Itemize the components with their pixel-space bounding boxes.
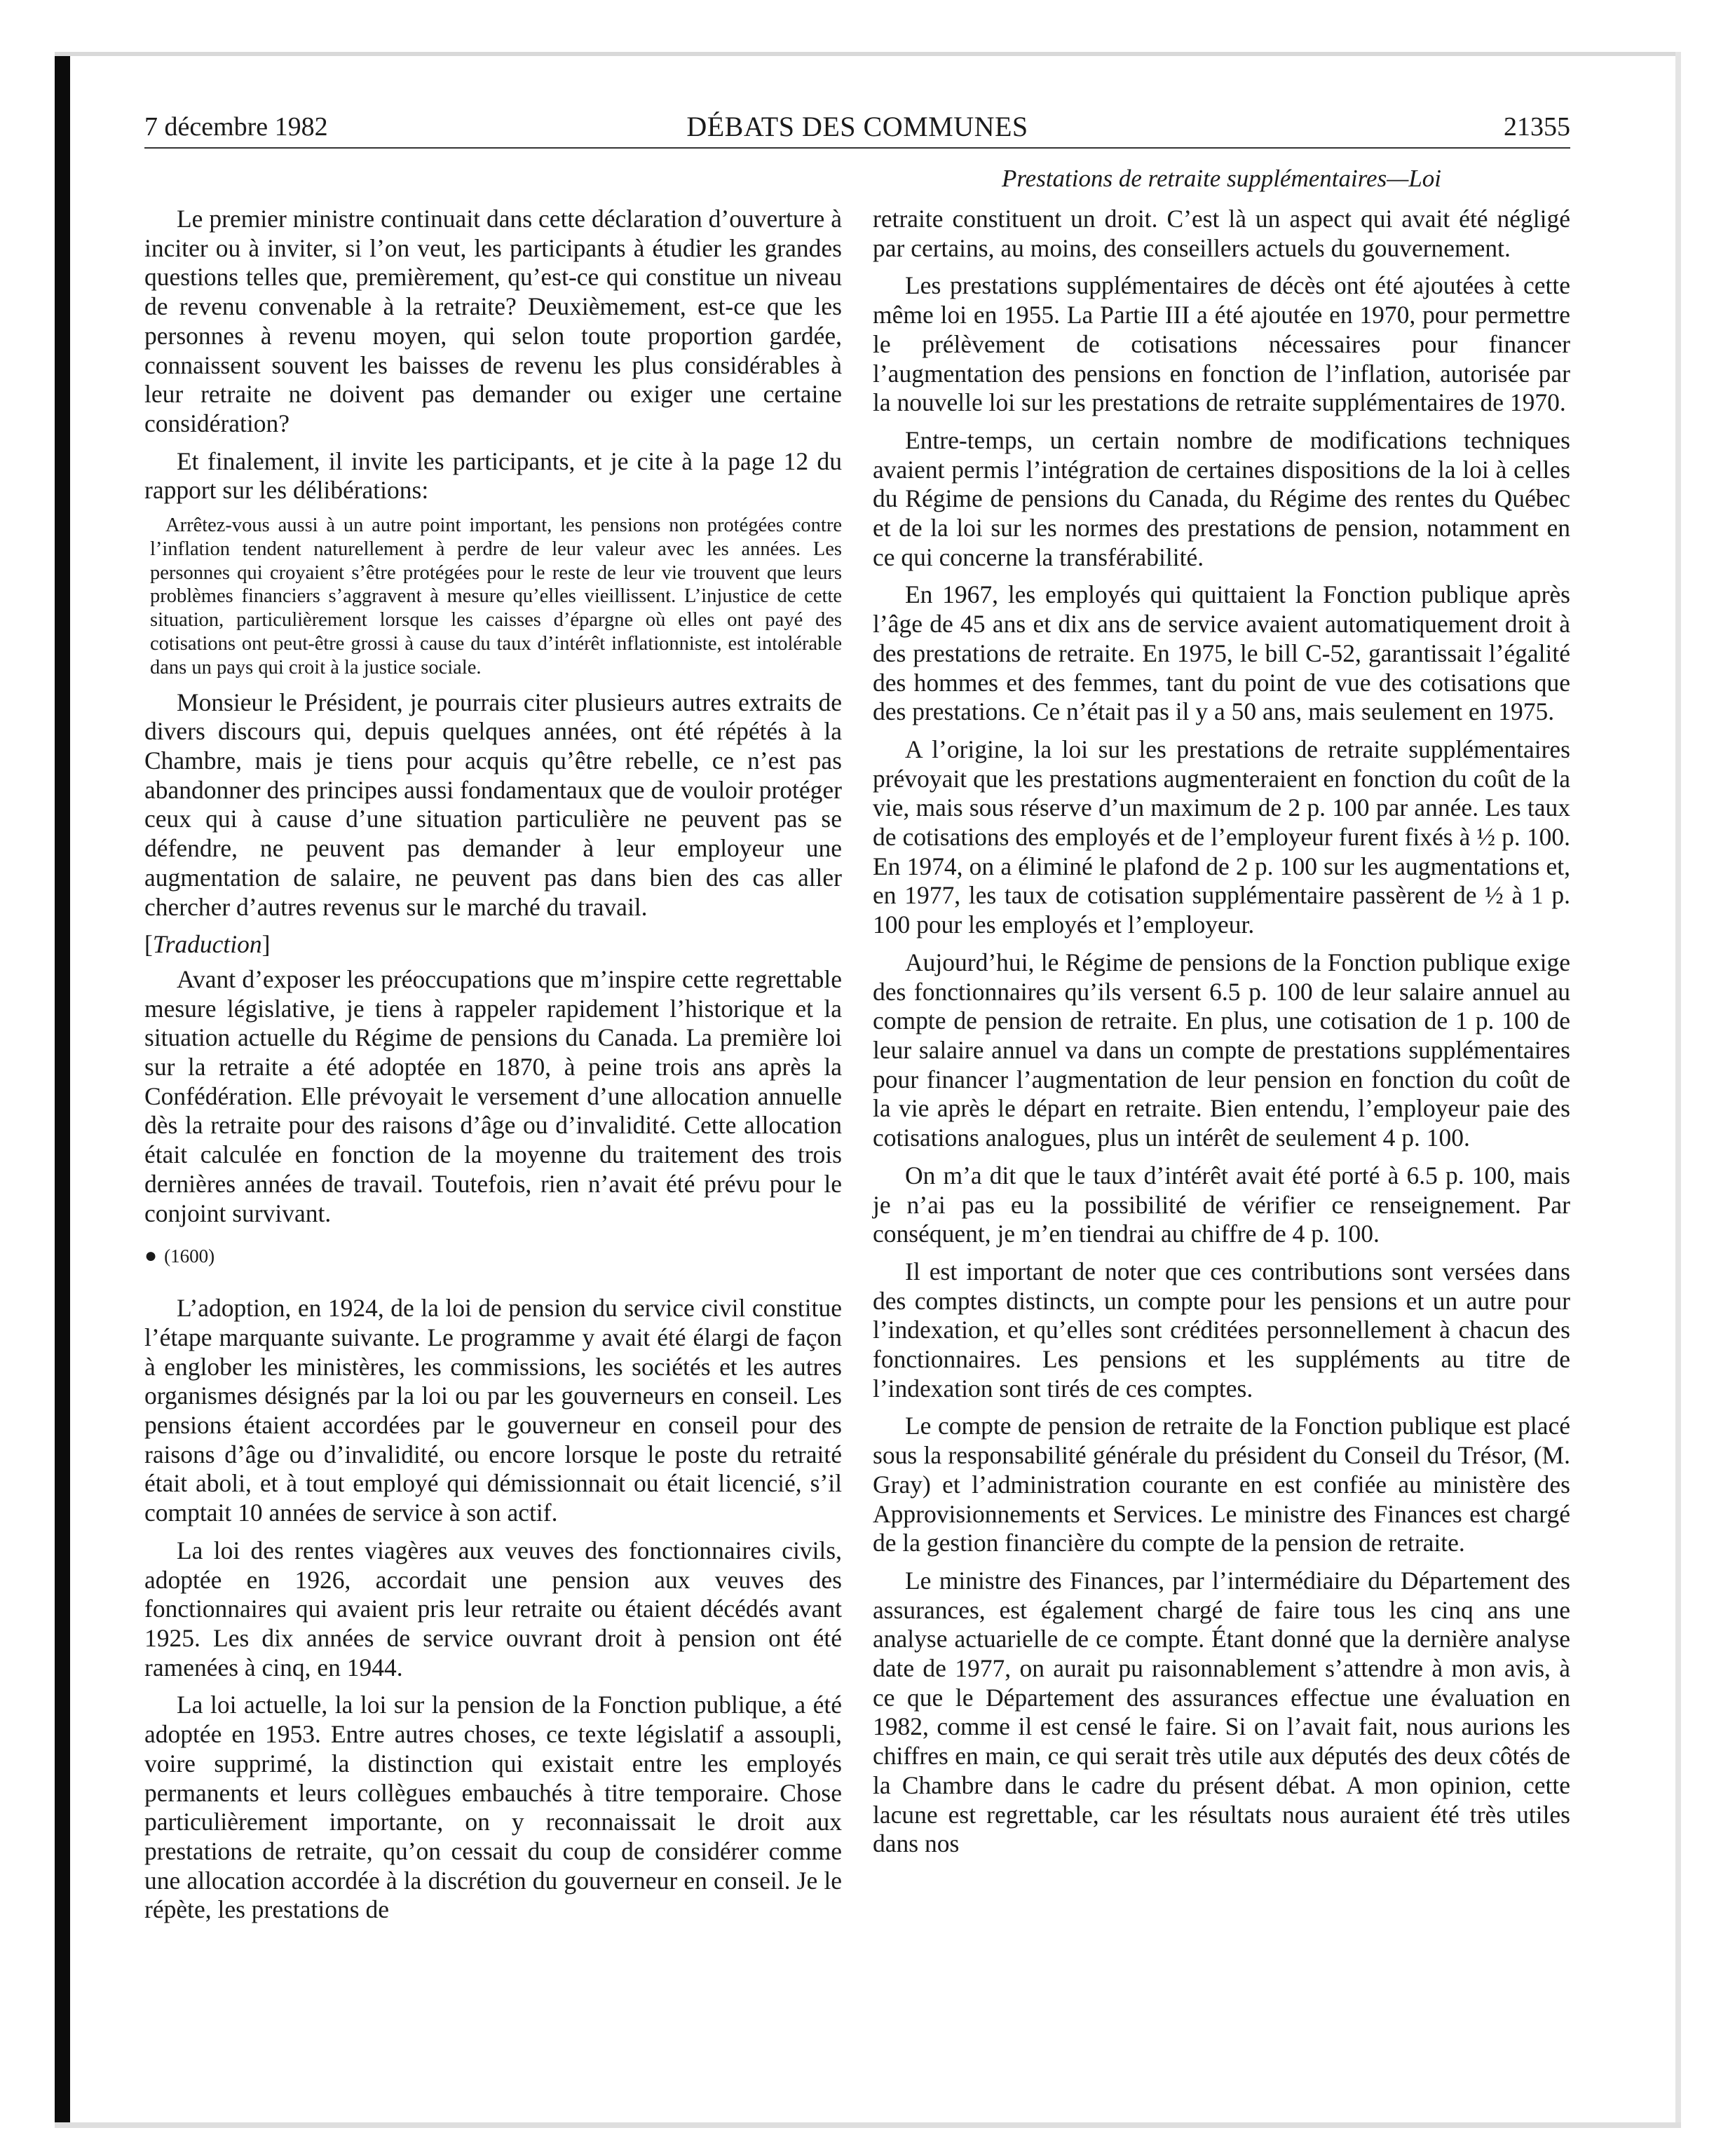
paragraph-continued: retraite constituent un droit. C’est là un aspect qui avait été négligé par certains, au moins, des conseillers actuels du gouvernement. — [873, 205, 1570, 262]
header-rule — [144, 147, 1570, 149]
scan-binding-edge — [55, 52, 70, 2128]
block-quote: Arrêtez-vous aussi à un autre point important, les pensions non protégées contre l’inflation tendent naturellement à perdre de leur valeur avec les années. Les personnes qui croyaient s’être protégées pour le reste de leur vie trouvent que leurs problèmes financiers s’aggravent à mesure qu’elles vieillissent. L’injustice de cette situation, particulièrement lorsque les caisses d’épargne où elles ont payé des cotisations ont peut-être grossi à cause du taux d’intérêt inflationniste, est intolérable dans un pays qui croit à la justice sociale. — [150, 514, 842, 678]
paragraph: On m’a dit que le taux d’intérêt avait été porté à 6.5 p. 100, mais je n’ai pas eu la possibilité de vérifier ce renseignement. Par conséquent, je m’en tiendrai au chiffre de 4 p. 100. — [873, 1161, 1570, 1248]
scan-edge-top — [55, 52, 1681, 56]
paragraph: Le compte de pension de retraite de la Fonction publique est placé sous la responsabilité générale du président du Conseil du Trésor, (M. Gray) et l’administration courante en est confiée au ministère des Approvisionnements et Services. Le ministre des Finances est chargé de la gestion financière du compte de la pension de retraite. — [873, 1412, 1570, 1557]
paragraph: Le ministre des Finances, par l’intermédiaire du Département des assurances, est également chargé de faire tous les cinq ans une analyse actuarielle de ce compte. Étant donné que la dernière analyse date de 1977, on aurait pu raisonnablement s’attendre à mon avis, à ce que le Département des assurances effectue une évaluation en 1982, comme il est censé le faire. Si on l’avait fait, nous aurions les chiffres en main, ce qui serait très utile aux députés des deux côtés de la Chambre dans le cadre du présent débat. A mon opinion, cette lacune est regrettable, car les résultats nous auraient été très utiles dans nos — [873, 1566, 1570, 1858]
paragraph: Et finalement, il invite les participants, et je cite à la page 12 du rapport sur les délibérations: — [144, 446, 842, 505]
header-page-number: 21355 — [1504, 112, 1570, 142]
running-head: Prestations de retraite supplémentaires—Loi — [1001, 165, 1442, 192]
paragraph: La loi des rentes viagères aux veuves des fonctionnaires civils, adoptée en 1926, accordait une pension aux veuves des fonctionnaires qui avaient pris leur retraite ou étaient décédés avant 1925. Les dix années de service ouvrant droit à pension ont été ramenées à cinq, en 1944. — [144, 1536, 842, 1681]
paragraph: Aujourd’hui, le Régime de pensions de la Fonction publique exige des fonctionnaires qu’ils versent 6.5 p. 100 de leur salaire annuel au compte de pension de retraite. En plus, une cotisation de 1 p. 100 de leur salaire annuel va dans un compte de prestations supplémentaires pour financer l’augmentation de leur pension en fonction du coût de la vie après le départ en retraite. Bien entendu, l’employeur paie des cotisations analogues, plus un intérêt de seulement 4 p. 100. — [873, 948, 1570, 1152]
timestamp — [144, 1243, 842, 1269]
bullet-icon: ● — [144, 1244, 158, 1268]
paragraph: En 1967, les employés qui quittaient la Fonction publique après l’âge de 45 ans et dix ans de service avaient automatiquement droit à des prestations de retraite. En 1975, le bill C-52, garantissait l’égalité des hommes et des femmes, tant du point de vue des cotisations que des prestations. Ce n’était pas il y a 50 ans, mais seulement en 1975. — [873, 580, 1570, 726]
section-label-text: Traduction — [152, 930, 262, 959]
paragraph: Monsieur le Président, je pourrais citer plusieurs autres extraits de divers discours qui, depuis quelques années, ont été répétés à la Chambre, mais je tiens pour acquis qu’être rebelle, ce n’est pas abandonner des principes aussi fondamentaux que de vouloir protéger ceux qui à cause d’une situation particulière ne peuvent pas se défendre, ne peuvent pas demander à leur employeur une augmentation de salaire, ne peuvent pas dans bien des cas aller chercher d’autres revenus sur le marché du travail. — [144, 688, 842, 921]
header-publication-title: DÉBATS DES COMMUNES — [686, 111, 1028, 142]
paragraph: Avant d’exposer les préoccupations que m’inspire cette regrettable mesure législative, je tiens à rappeler rapidement l’historique et la situation actuelle du Régime de pensions du Canada. La première loi sur la retraite a été adoptée en 1870, à peine trois ans après la Confédération. Elle prévoyait le versement d’une allocation annuelle dès la retraite pour des raisons d’âge ou d’invalidité. Cette allocation était calculée en fonction de la moyenne du traitement des trois dernières années de travail. Toutefois, rien n’avait été prévu pour le conjoint survivant. — [144, 964, 842, 1227]
right-column — [873, 205, 1570, 1867]
paragraph: Entre-temps, un certain nombre de modifications techniques avaient permis l’intégration de certaines dispositions de la loi à celles du Régime de pensions du Canada, du Régime des rentes du Québec et de la loi sur les normes des prestations de pension, notamment en ce qui concerne la transférabilité. — [873, 425, 1570, 571]
timestamp-text: (1600) — [164, 1246, 215, 1267]
scan-edge-bottom — [55, 2122, 1681, 2128]
page-header — [144, 109, 1570, 150]
paragraph: Les prestations supplémentaires de décès ont été ajoutées à cette même loi en 1955. La Partie III a été ajoutée en 1970, pour permettre le prélèvement de cotisations nécessaires pour financer l’augmentation des pensions en fonction de l’inflation, autorisée par la nouvelle loi sur les prestations de retraite supplémentaires de 1970. — [873, 271, 1570, 417]
left-column — [144, 205, 842, 1933]
paragraph: La loi actuelle, la loi sur la pension de la Fonction publique, a été adoptée en 1953. Entre autres choses, ce texte législatif a assoupli, voire supprimé, la distinction qui existait entre les employés permanents et leurs collègues embauchés à titre temporaire. Chose particulièrement importante, on y reconnaissait le droit aux prestations de retraite, qu’on cessait du coup de considérer comme une allocation accordée à la discrétion du gouverneur en conseil. Je le répète, les prestations de — [144, 1691, 842, 1924]
paragraph: Le premier ministre continuait dans cette déclaration d’ouverture à inciter ou à inviter, si l’on veut, les participants à étudier les grandes questions telles que, premièrement, qu’est-ce qui constitue un niveau de revenu convenable à la retraite? Deuxièmement, est-ce que les personnes à revenu moyen, qui selon toute proportion gardée, connaissent souvent les baisses de revenu les plus considérables à leur retraite ne doivent pas demander ou exiger une certaine considération? — [144, 205, 842, 437]
header-date: 7 décembre 1982 — [144, 112, 328, 142]
paragraph: A l’origine, la loi sur les prestations de retraite supplémentaires prévoyait que les prestations augmenteraient en fonction du coût de la vie, mais sous réserve d’un maximum de 2 p. 100 par année. Les taux de cotisations des employés et de l’employeur furent fixés à ½ p. 100. En 1974, on a éliminé le plafond de 2 p. 100 sur les augmentations et, en 1977, les taux de cotisation supplémentaire passèrent de ½ à 1 p. 100 pour les employés et l’employeur. — [873, 735, 1570, 939]
paragraph: Il est important de noter que ces contributions sont versées dans des comptes distincts, un compte pour les pensions et un autre pour l’indexation, et qu’elles sont créditées personnellement à chacun des fonctionnaires. Les pensions et les suppléments au titre de l’indexation sont tirés de ces comptes. — [873, 1257, 1570, 1403]
section-label: [Traduction] — [144, 930, 271, 959]
scan-edge-right — [1675, 52, 1681, 2127]
paragraph: L’adoption, en 1924, de la loi de pension du service civil constitue l’étape marquante suivante. Le programme y avait été élargi de façon à englober les ministères, les commissions, les sociétés et les autres organismes désignés par la loi ou par les gouverneurs en conseil. Les pensions étaient accordées par le gouverneur en conseil pour des raisons d’âge ou d’invalidité, ou encore lorsque le poste du retraité était aboli, et à tout employé qui démissionnait ou était licencié, s’il comptait 10 années de service à son actif. — [144, 1294, 842, 1527]
